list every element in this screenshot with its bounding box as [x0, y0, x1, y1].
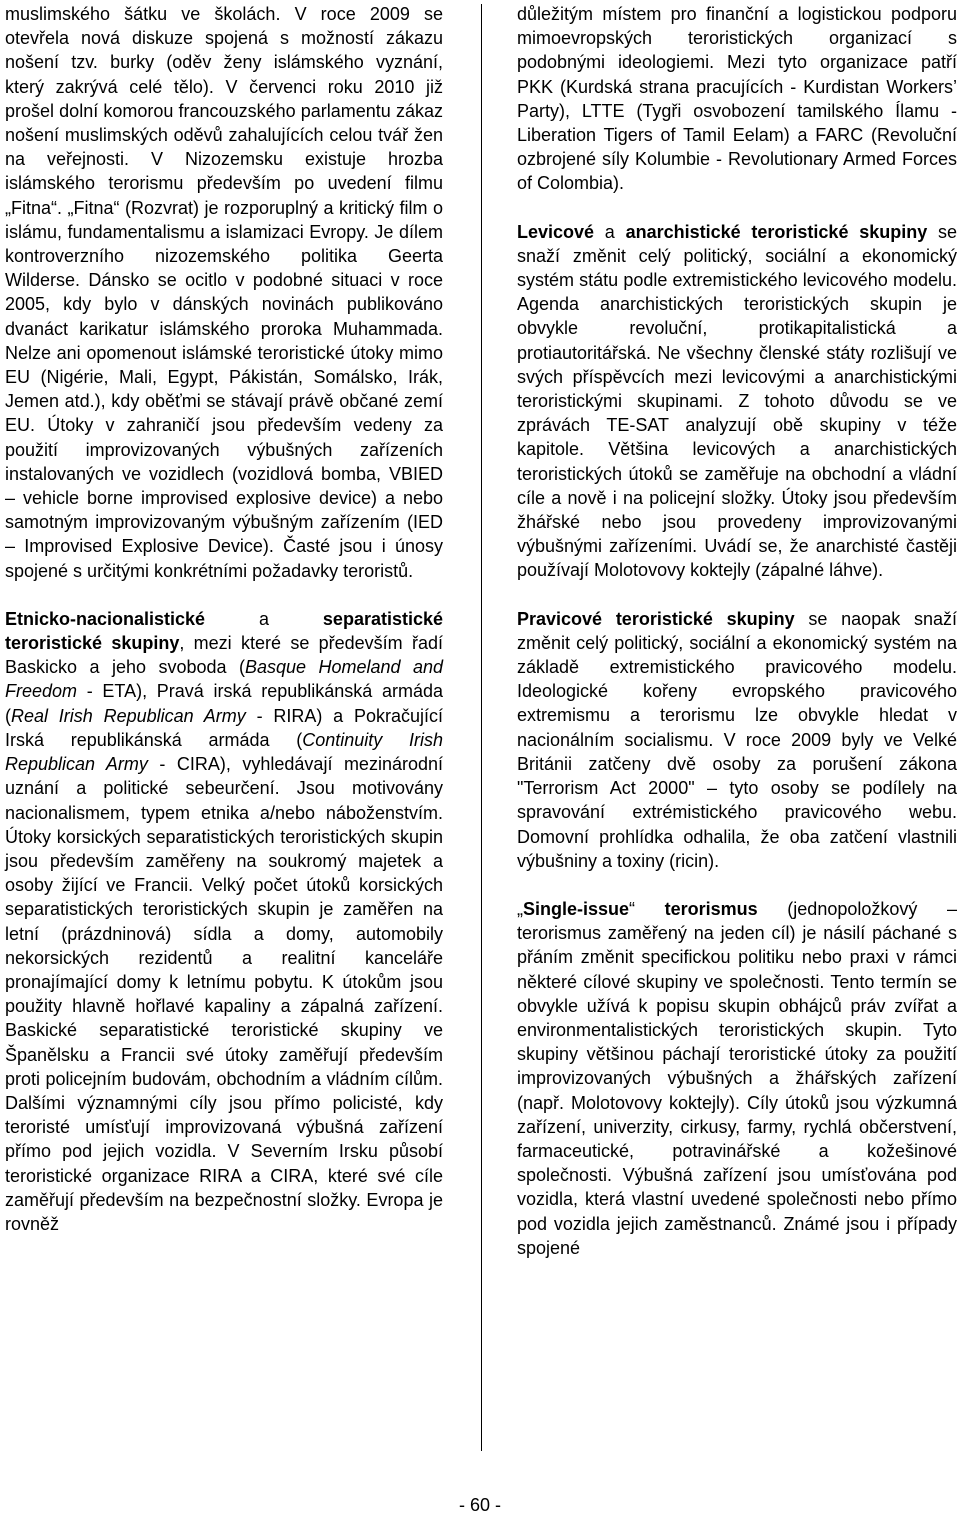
- page-number: - 60 -: [458, 1495, 501, 1515]
- left-column: [5, 2, 443, 1236]
- paragraph-right-wing: Pravicové teroristické skupiny se naopak snaží změnit celý politický, sociální a ekonomický systém na základě extremistického pravicového modelu. Ideologické kořeny evropského pravicového extremismu a terorismu lze obvykle hledat v nacionálním socialismu. V roce 2009 byly ve Velké Británii zatčeny dvě osoby za porušení zákona "Terrorism Act 2000" – tyto osoby se podílely na spravování extrémistického pravicového webu. Domovní prohlídka odhalila, že oba zatčení vlastnili výbušniny a toxiny (ricin).: [517, 608, 957, 871]
- term-ethno-nationalist: Etnicko-nacionalistické: [5, 608, 206, 629]
- term-anarchist-groups: anarchistické teroristické skupiny: [625, 221, 928, 242]
- term-right-wing-groups: Pravicové teroristické skupiny: [517, 608, 795, 629]
- eta-name: Basque Homeland and Freedom: [5, 657, 443, 702]
- paragraph-islamic-terrorism: muslimského šátku ve školách. V roce 2009 se otevřela nová diskuze spojená s možností zákazu nošení tzv. burky (oděv ženy islámského vyznání, který zakrývá celé tělo). V červenci roku 2010 již prošel dolní komorou francouzského parlamentu zákaz nošení muslimských oděvů zahalujících celou tvář žen na veřejnosti. V Nizozemsku existuje hrozba islámského terorismu především po uvedení filmu „Fitna“. „Fitna“ (Rozvrat) je rozporuplný a kritický film o islámu, fundamentalismu a islamizaci Evropy. Je dílem kontroverzního nizozemského politika Geerta Wilderse. Dánsko se ocitlo v podobné situaci v roce 2005, kdy bylo v dánských novinách publikováno dvanáct karikatur islámského proroka Muhammada. Nelze ani opomenout islámské teroristické útoky mimo EU (Nigérie, Mali, Egypt, Pákistán, Somálsko, Irák, Jemen atd.), kdy oběťmi se stávají právě občané zemí EU. Útoky v zahraničí jsou především vedeny za použití improvizovaných výbušných zařízeních instalovaných ve vozidlech (vozidlová bomba, VBIED – vehicle borne improvised explosive device) a nebo samotným improvizovaným výbušným zařízením (IED – Improvised Explosive Device). Časté jsou i únosy spojené s určitými konkrétními požadavky teroristů.: [5, 4, 443, 581]
- column-divider: [481, 4, 482, 1451]
- term-left-wing: Levicové: [517, 221, 595, 242]
- paragraph-support-organizations: důležitým místem pro finanční a logistickou podporu mimoevropských teroristických organizací s podobnými ideologiemi. Mezi tyto organizace patří PKK (Kurdská strana pracujících - Kurdistan Workers’ Party), LTTE (Tygři osvobození tamilského Ílamu - Liberation Tigers of Tamil Eelam) a FARC (Revoluční ozbrojené síly Kolumbie - Revolutionary Armed Forces of Colombia).: [517, 4, 957, 194]
- term-terrorism: terorismus: [664, 898, 758, 919]
- paragraph-left-wing: Levicové a anarchistické teroristické skupiny se snaží změnit celý politický, sociální a ekonomický systém státu podle extremistického levicového modelu. Agenda anarchistických teroristických skupin je obvykle revoluční, protikapitalistická a protiautoritářská. Ne všechny členské státy rozlišují ve svých příspěvcích mezi levicovými a anarchistickými teroristickými skupinami. Z tohoto důvodu se ve zprávách TE-SAT analyzují obě skupiny v téže kapitole. Většina levicových a anarchistických teroristických útoků se zaměřuje na obchodní a vládní cíle a nově i na policejní složky. Útoky jsou především žhářské nebo jsou provedeny improvizovanými výbušnými zařízeními. Uvádí se, že anarchisté častěji používají Molotovovy koktejly (zápalné láhve).: [517, 221, 958, 581]
- rira-name: Real Irish Republican Army: [11, 705, 246, 726]
- paragraph-ethno-nationalist: Etnicko-nacionalistické a separatistické teroristické skupiny, mezi které se především řadí Baskicko a jeho svoboda (Basque Homeland and Freedom - ETA), Pravá irská republikánská armáda (Real Irish Republican Army - RIRA) a Pokračující Irská republikánská armáda (Continuity Irish Republican Army - CIRA), vyhledávají mezinárodní uznání a politické sebeurčení. Jsou motivovány nacionalismem, typem etnika a/nebo náboženstvím. Útoky korsických separatistických teroristických skupin jsou především zaměřeny na soukromý majetek a osoby žijící ve Francii. Velký počet útoků korsických separatistických teroristických skupin je zaměřen na letní (prázdninová) sídla a domy, automobily nekorsických rezidentů a realitní kanceláře pronajímající domy k letnímu pobytu. K útokům jsou použity hlavně hořlavé kapaliny a zápalná zařízení. Baskické separatistické teroristické skupiny ve Španělsku a Francii své útoky zaměřují především proti policejním budovám, obchodním a vládním cílům. Dalšími významnými cíly jsou přímo policisté, kdy teroristé umísťují improvizovaná výbušná zařízení přímo pod jejich vozidla. V Severním Irsku působí teroristické organizace RIRA a CIRA, které své cíle zaměřují především na bezpečnostní složky. Evropa je rovněž: [5, 608, 443, 1234]
- cira-name: Continuity Irish Republican Army: [5, 729, 443, 775]
- term-single-issue: Single-issue: [523, 898, 630, 919]
- paragraph-single-issue: „Single-issue“ terorismus (jednopoložkový – terorismus zaměřený na jeden cíl) je násilí páchané s přáním změnit specifickou politiku nebo praxi v rámci některé cílové skupiny ve společnosti. Tento termín se obvykle užívá k popisu skupin obhájců práv zvířat a environmentalistických teroristických skupin. Tyto skupiny většinou páchají teroristické útoky za použití improvizovaných výbušných a žhářských zařízení (např. Molotovovy koktejly). Cíly útoků jsou výzkumná zařízení, univerzity, cirkusy, farmy, rychlá občerstvení, farmaceutické, potravinářské a kožešinové společnosti. Výbušná zařízení jsou umísťována pod vozidla, která vlastní uvedené společnosti nebo přímo pod vozidla jejich zaměstnanců. Známé jsou i případy spojené: [517, 898, 957, 1258]
- term-separatist-groups: separatistické teroristické skupiny: [5, 608, 443, 654]
- right-column: [517, 2, 957, 1260]
